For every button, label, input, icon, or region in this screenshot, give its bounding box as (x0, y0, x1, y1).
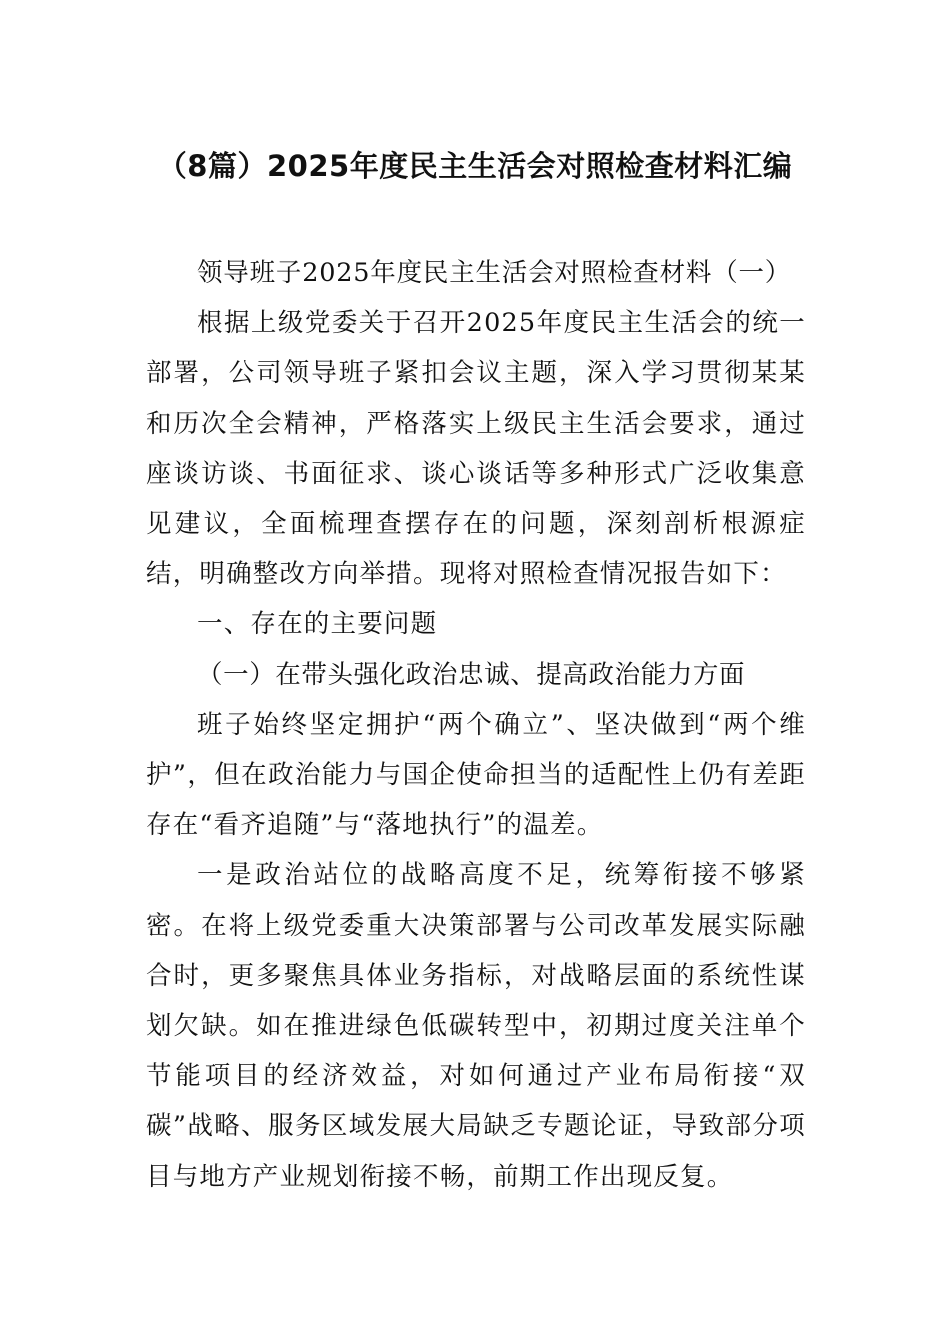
section-heading: 领导班子2025年度民主生活会对照检查材料（一） (197, 258, 792, 288)
chapter-heading: 一、存在的主要问题 (197, 609, 438, 640)
subsection-heading: （一）在带头强化政治忠诚、提高政治能力方面 (197, 659, 746, 690)
body-paragraph: 一是政治站位的战略高度不足，统筹衔接不够紧密。在将上级党委重大决策部署与公司改革发展实际融合时，更多聚焦具体业务指标，对战略层面的系统性谋划欠缺。如在推进绿色低碳转型中，初期过度关注单个节能项目的经济效益，对如何通过产业布局衔接“双碳”战略、服务区域发展大局缺乏专题论证，导致部分项目与地方产业规划衔接不畅，前期工作出现反复。 (146, 860, 806, 1192)
intro-paragraph: 根据上级党委关于召开2025年度民主生活会的统一部署，公司领导班子紧扣会议主题，深入学习贯彻某某和历次全会精神，严格落实上级民主生活会要求，通过座谈访谈、书面征求、谈心谈话等多种形式广泛收集意见建议，全面梳理查摆存在的问题，深刻剖析根源症结，明确整改方向举措。现将对照检查情况报告如下： (146, 308, 806, 590)
document-title: （8篇）2025年度民主生活会对照检查材料汇编 (157, 149, 793, 183)
body-paragraph: 班子始终坚定拥护“两个确立”、坚决做到“两个维护”，但在政治能力与国企使命担当的适配性上仍有差距存在“看齐追随”与“落地执行”的温差。 (146, 709, 806, 841)
document-body (146, 248, 806, 1202)
